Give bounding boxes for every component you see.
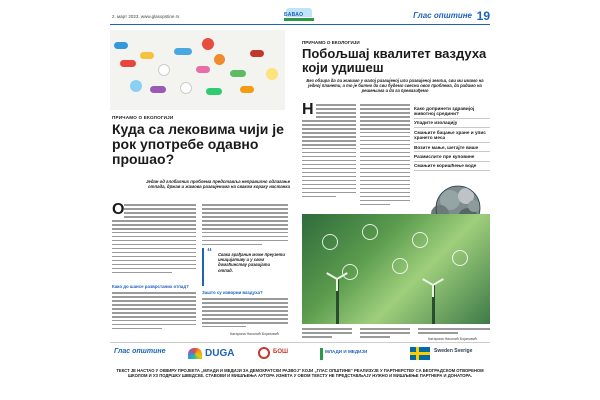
left-article-body-col2 <box>202 204 288 248</box>
pull-quote-text: Свака грађанин може преузети иницијативу и у свом домаћинству развијати отпад. <box>218 252 285 273</box>
left-article-subhead-1: Како до шансе разврстаних отпад? <box>112 284 189 289</box>
right-article-body-col3 <box>302 328 352 340</box>
right-article-signature: Катарина Николић Бојановић <box>428 337 477 341</box>
footer-divider <box>110 342 490 343</box>
right-article-body-col5 <box>418 328 490 336</box>
left-article-lead: Један од глобалних проблема представља неправилно одлагање отпада, држав и жамова развијенима на сваком кораку настанка <box>146 179 290 190</box>
masthead-logo-word: БАВАО <box>284 12 304 18</box>
tips-sidebar-item: Размислите пре куповине <box>414 152 490 161</box>
tips-sidebar-heading: Како допринети здравијој животној средини? <box>414 104 490 119</box>
right-article-title: Побољшај квалитет ваздуха који удишеш <box>302 46 487 75</box>
tips-sidebar-item: Возите мање, шетајте више <box>414 143 490 152</box>
right-article-dropcap: Н <box>302 101 314 118</box>
left-article-kicker: ПРИЧАМО О ЕКОЛОГИЈИ <box>112 115 174 120</box>
logo-duga: DUGA <box>188 346 246 362</box>
pills-photo <box>110 30 285 110</box>
left-article-signature: Катарина Николић Бојановић <box>230 332 279 336</box>
logo-mladi-i-mediji: МЛАДИ И МЕДИЈИ <box>320 346 390 362</box>
left-article-body-col1b <box>112 292 196 332</box>
green-energy-photo <box>302 214 490 324</box>
right-article-body-col1 <box>316 104 356 120</box>
tips-sidebar-item: Смањите бацање хране и упис хрането меса <box>414 128 490 143</box>
funding-disclaimer: ТЕКСТ ЈЕ НАСТАО У ОКВИРУ ПРОЈЕКТА „МЛАДИ И МЕДИЈИ ЗА ДЕМОКРАТСКИ РАЗВОЈ“ КОЈИ „ГЛАС ОПШТИНЕ“ РЕАЛИЗУЈЕ У ПАРТНЕРСТВУ СА БЕОГРАДСКОМ ОТВОРЕНОМ ШКОЛОМ И УЗ ПОДРШКУ ШВЕДСКЕ. СТАВОВИ И МИШЉЕЊА АУТОРА ИЗНЕТА У ОВОМ ТЕКСТУ НЕ ПРЕДСТАВЉАЈУ НУЖНО И МИШЉЕЊЕ ПАРТНЕРА И ДОНАТОРА. <box>116 368 484 379</box>
left-article-title: Куда са лековима чији је рок употребе одавно прошао? <box>112 121 284 167</box>
brand-name: Глас општине <box>413 11 472 20</box>
left-article-pull-quote: “ Свака грађанин може преузети иницијативу и у свом домаћинству развијати отпад. <box>202 248 288 286</box>
tips-sidebar-item: Упадите изолацију <box>414 119 490 128</box>
left-article-dropcap: О <box>112 201 125 218</box>
partner-logos <box>110 346 490 362</box>
right-article-kicker: ПРИЧАМО О ЕКОЛОГИЈИ <box>302 40 360 45</box>
tips-sidebar-item: Смањите коришћење воде <box>414 162 490 171</box>
tips-sidebar <box>414 104 490 174</box>
logo-glas-opstine: Глас општине <box>114 348 166 355</box>
header-divider <box>110 24 490 25</box>
right-article-body-col1b <box>302 120 356 200</box>
newspaper-page <box>110 8 490 396</box>
left-article-body-col1 <box>124 204 196 276</box>
right-article-lead: Без обзира да ли живимо у малој развијеној или развијеној земљи, сви ми имамо на једној планети, а то је битно да сви будемо свесни овог проблема, да радимо на решењима и да га превазиђемо <box>306 78 484 94</box>
page-header <box>110 8 490 24</box>
right-article-body-col2 <box>360 104 410 208</box>
left-article-subhead-2: Зашто су изворни ваздуха? <box>202 290 263 295</box>
left-article-body-col2b <box>202 298 288 330</box>
logo-bos: БОШ <box>258 346 298 362</box>
logo-sweden: Sweden Sverige <box>410 346 488 362</box>
page-number: 19 <box>476 9 490 23</box>
masthead-logo <box>280 8 318 23</box>
right-article-body-col4 <box>360 328 410 340</box>
date-line: 2. март 2023. www.glasopstine.rs <box>112 14 180 19</box>
